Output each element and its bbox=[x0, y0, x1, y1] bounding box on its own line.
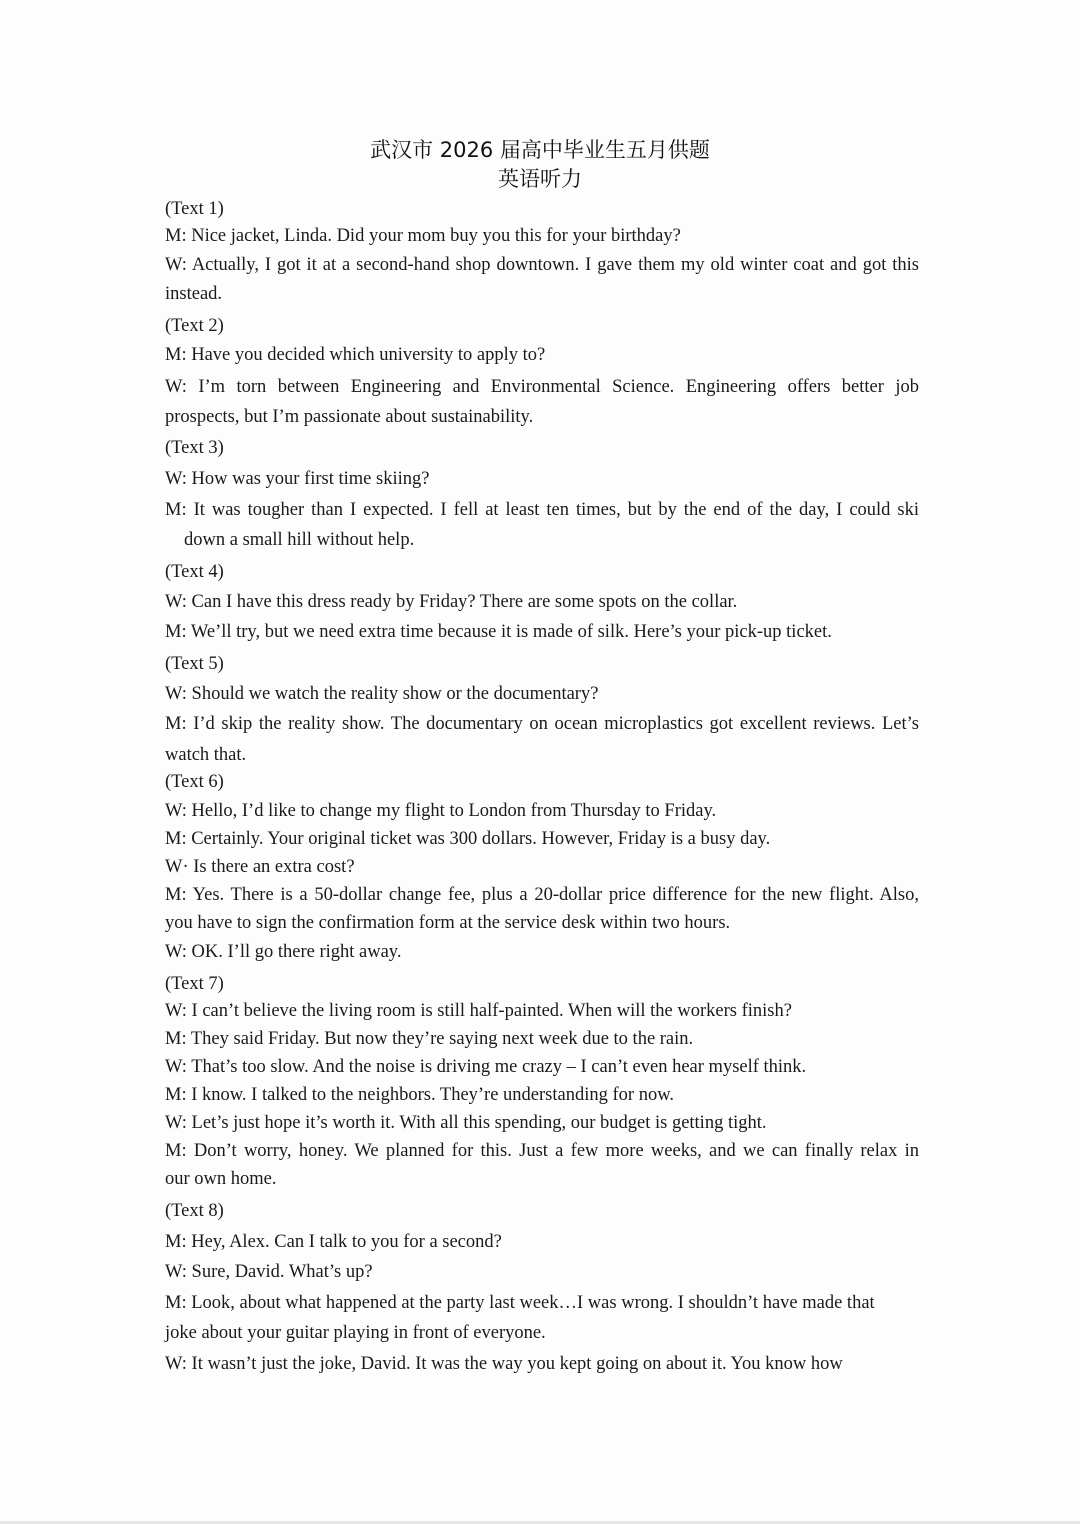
dialogue-line-continuation: joke about your guitar playing in front of everyone. bbox=[165, 1323, 546, 1343]
dialogue-line: W: Can I have this dress ready by Friday? There are some spots on the collar. bbox=[165, 592, 738, 612]
dialogue-line: W: How was your first time skiing? bbox=[165, 469, 430, 489]
dialogue-line: W: That’s too slow. And the noise is driving me crazy – I can’t even hear myself think. bbox=[165, 1057, 807, 1077]
dialogue-line: M: Look, about what happened at the party last week…I was wrong. I shouldn’t have made that bbox=[165, 1293, 875, 1313]
text-8-heading: (Text 8) bbox=[165, 1201, 224, 1221]
dialogue-line: M: Don’t worry, honey. We planned for this. Just a few more weeks, and we can finally relax in bbox=[165, 1141, 919, 1161]
text-4-heading: (Text 4) bbox=[165, 562, 224, 582]
text-3-heading: (Text 3) bbox=[165, 438, 224, 458]
dialogue-line: M: Have you decided which university to apply to? bbox=[165, 345, 546, 365]
dialogue-line-continuation: our own home. bbox=[165, 1169, 277, 1189]
text-5-heading: (Text 5) bbox=[165, 654, 224, 674]
text-2-heading: (Text 2) bbox=[165, 316, 224, 336]
dialogue-line: W: Hello, I’d like to change my flight to London from Thursday to Friday. bbox=[165, 801, 717, 821]
dialogue-line: M: We’ll try, but we need extra time because it is made of silk. Here’s your pick-up ticket. bbox=[165, 622, 832, 642]
dialogue-line-continuation: down a small hill without help. bbox=[184, 530, 415, 550]
dialogue-line: M: I’d skip the reality show. The documentary on ocean microplastics got excellent reviews. Let’s bbox=[165, 714, 919, 734]
dialogue-line: M: I know. I talked to the neighbors. They’re understanding for now. bbox=[165, 1085, 674, 1105]
page-subtitle: 英语听力 bbox=[498, 167, 582, 191]
dialogue-line-continuation: you have to sign the confirmation form at the service desk within two hours. bbox=[165, 913, 731, 933]
dialogue-line: W: OK. I’ll go there right away. bbox=[165, 942, 402, 962]
page-title: 武汉市 2026 届高中毕业生五月供题 bbox=[370, 138, 710, 162]
dialogue-line: M: It was tougher than I expected. I fell at least ten times, but by the end of the day, I could ski bbox=[165, 500, 919, 520]
dialogue-line: M: Nice jacket, Linda. Did your mom buy you this for your birthday? bbox=[165, 226, 681, 246]
dialogue-line: W: Should we watch the reality show or the documentary? bbox=[165, 684, 599, 704]
dialogue-line: W: Sure, David. What’s up? bbox=[165, 1262, 373, 1282]
dialogue-line: W· Is there an extra cost? bbox=[165, 857, 355, 877]
text-1-heading: (Text 1) bbox=[165, 199, 224, 219]
dialogue-line: W: I can’t believe the living room is still half-painted. When will the workers finish? bbox=[165, 1001, 792, 1021]
dialogue-line-continuation: instead. bbox=[165, 284, 223, 304]
dialogue-line: W: Let’s just hope it’s worth it. With all this spending, our budget is getting tight. bbox=[165, 1113, 767, 1133]
text-6-heading: (Text 6) bbox=[165, 772, 224, 792]
dialogue-line: M: Certainly. Your original ticket was 300 dollars. However, Friday is a busy day. bbox=[165, 829, 771, 849]
dialogue-line: M: They said Friday. But now they’re saying next week due to the rain. bbox=[165, 1029, 694, 1049]
dialogue-line: W: It wasn’t just the joke, David. It was the way you kept going on about it. You know how bbox=[165, 1354, 843, 1374]
dialogue-line-continuation: prospects, but I’m passionate about sustainability. bbox=[165, 407, 534, 427]
text-7-heading: (Text 7) bbox=[165, 974, 224, 994]
dialogue-line-continuation: watch that. bbox=[165, 745, 247, 765]
dialogue-line: M: Hey, Alex. Can I talk to you for a second? bbox=[165, 1232, 502, 1252]
dialogue-line: W: I’m torn between Engineering and Environmental Science. Engineering offers better job bbox=[165, 377, 919, 397]
dialogue-line: W: Actually, I got it at a second-hand shop downtown. I gave them my old winter coat and got this bbox=[165, 255, 919, 275]
dialogue-line: M: Yes. There is a 50-dollar change fee, plus a 20-dollar price difference for the new flight. Also, bbox=[165, 885, 919, 905]
